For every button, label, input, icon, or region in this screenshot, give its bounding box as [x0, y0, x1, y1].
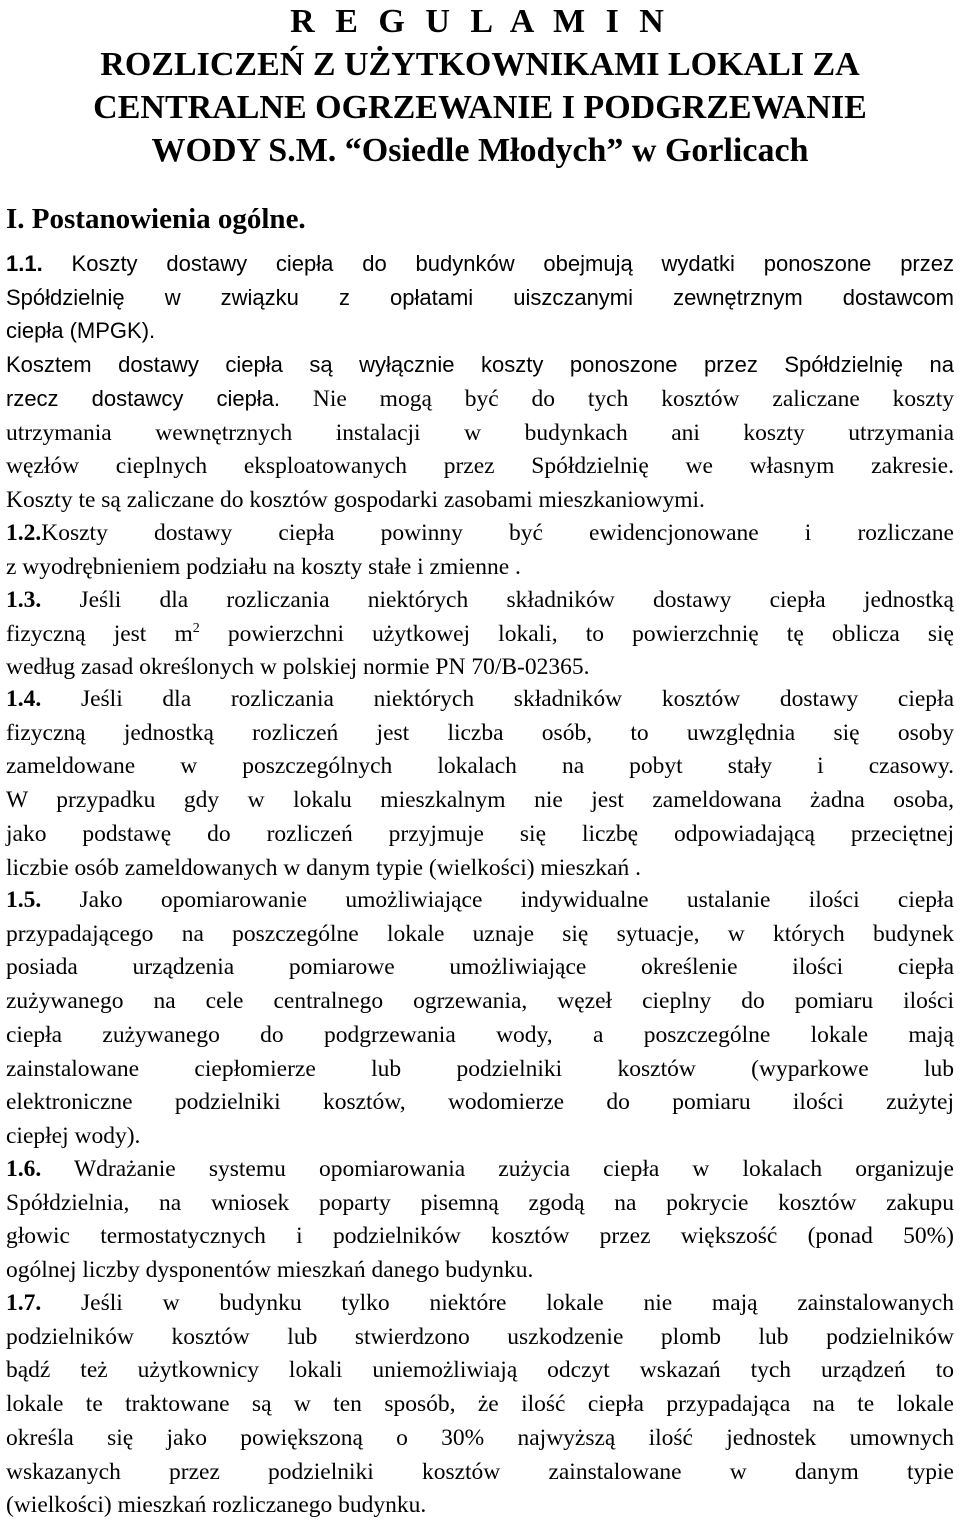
- paragraph-line: fizyczną jednostką rozliczeń jest liczba osób, to uwzględnia się osoby: [6, 719, 954, 746]
- paragraph-line: według zasad określonych w polskiej normie PN 70/B-02365.: [6, 654, 590, 681]
- title-line-2: ROZLICZEŃ Z UŻYTKOWNIKAMI LOKALI ZA: [100, 46, 860, 83]
- paragraph-line: 1.2.Koszty dostawy ciepła powinny być ewidencjonowane i rozliczane: [6, 520, 954, 546]
- paragraph-1-7: [6, 1287, 954, 1523]
- paragraph-line: zużywanego na cele centralnego ogrzewania, węzeł cieplny do pomiaru ilości: [6, 988, 954, 1015]
- paragraph-line: Koszty te są zaliczane do kosztów gospodarki zasobami mieszkaniowymi.: [6, 486, 705, 513]
- paragraph-line: głowic termostatycznych i podzielników kosztów przez większość (ponad 50%): [6, 1223, 954, 1250]
- paragraph-line: Spółdzielnia, na wniosek poparty pisemną zgodą na pokrycie kosztów zakupu: [6, 1189, 954, 1216]
- title-line-3: CENTRALNE OGRZEWANIE I PODGRZEWANIE: [93, 89, 867, 126]
- paragraph-1-2: [6, 517, 954, 584]
- paragraph-line: z wyodrębnieniem podziału na koszty stałe i zmienne .: [6, 553, 521, 580]
- paragraph-number: 1.4.: [6, 686, 42, 712]
- paragraph-number: 1.2.: [6, 520, 42, 546]
- title-line-1: R E G U L A M I N: [290, 3, 670, 40]
- paragraph-line: wskazanych przez podzielniki kosztów zainstalowane w danym typie: [6, 1458, 954, 1485]
- paragraph-line: zameldowane w poszczególnych lokalach na pobyt stały i czasowy.: [6, 753, 954, 780]
- paragraph-line: fizyczną jest $m^2$ powierzchni użytkowej lokali, to powierzchnię tę oblicza się: [6, 620, 954, 647]
- paragraph-line: utrzymania wewnętrznych instalacji w budynkach ani koszty utrzymania: [6, 419, 954, 446]
- paragraph-line: Kosztem dostawy ciepła są wyłącznie koszty ponoszone przez Spółdzielnię na: [6, 352, 954, 378]
- paragraph-line: zainstalowane ciepłomierze lub podzielniki kosztów (wyparkowe lub: [6, 1055, 954, 1082]
- paragraph-number: 1.3.: [6, 587, 42, 613]
- paragraph-1-6: [6, 1153, 954, 1288]
- paragraph-1-5: [6, 884, 954, 1154]
- paragraph-line: posiada urządzenia pomiarowe umożliwiające określenie ilości ciepła: [6, 954, 954, 981]
- paragraph-number: 1.6.: [6, 1156, 42, 1182]
- paragraph-line: elektroniczne podzielniki kosztów, wodomierze do pomiaru ilości zużytej: [6, 1089, 954, 1116]
- paragraph-line: węzłów cieplnych eksploatowanych przez Spółdzielnię we własnym zakresie.: [6, 453, 954, 480]
- paragraph-line: podzielników kosztów lub stwierdzono uszkodzenie plomb lub podzielników: [6, 1323, 954, 1350]
- paragraph-line: 1.7. Jeśli w budynku tylko niektóre lokale nie mają zainstalowanych: [6, 1290, 954, 1316]
- paragraph-line: (wielkości) mieszkań rozliczanego budynku.: [6, 1492, 427, 1519]
- superscript: 2: [192, 620, 200, 636]
- section-heading: I. Postanowienia ogólne.: [6, 203, 306, 235]
- paragraph-line: rzecz dostawcy ciepła. Nie mogą być do tych kosztów zaliczane koszty: [6, 385, 954, 412]
- paragraph-1-4: [6, 683, 954, 885]
- paragraph-line: 1.4. Jeśli dla rozliczania niektórych składników kosztów dostawy ciepła: [6, 686, 954, 712]
- title-line-4: WODY S.M. “Osiedle Młodych” w Gorlicach: [151, 132, 809, 169]
- document-title: [0, 0, 960, 172]
- paragraph-line: 1.5. Jako opomiarowanie umożliwiające indywidualne ustalanie ilości ciepła: [6, 887, 954, 913]
- paragraph-line: ciepła zużywanego do podgrzewania wody, a poszczególne lokale mają: [6, 1021, 954, 1048]
- paragraph-number: 1.7.: [6, 1290, 42, 1316]
- paragraph-line: liczbie osób zameldowanych w danym typie (wielkości) mieszkań .: [6, 854, 641, 881]
- paragraph-line: lokale te traktowane są w ten sposób, że ilość ciepła przypadająca na te lokale: [6, 1391, 954, 1418]
- paragraph-line: W przypadku gdy w lokalu mieszkalnym nie jest zameldowana żadna osoba,: [6, 787, 954, 814]
- paragraph-line: ciepłej wody).: [6, 1122, 141, 1149]
- paragraph-line: ogólnej liczby dysponentów mieszkań danego budynku.: [6, 1257, 534, 1284]
- paragraph-line: 1.1. Koszty dostawy ciepła do budynków obejmują wydatki ponoszone przez: [6, 251, 954, 276]
- paragraph-line: bądź też użytkownicy lokali uniemożliwiają odczyt wskazań tych urządzeń to: [6, 1357, 954, 1384]
- paragraph-line: 1.3. Jeśli dla rozliczania niektórych składników dostawy ciepła jednostką: [6, 587, 954, 613]
- paragraph-line: 1.6. Wdrażanie systemu opomiarowania zużycia ciepła w lokalach organizuje: [6, 1156, 954, 1182]
- paragraph-number: 1.5.: [6, 887, 42, 913]
- paragraph-line: Spółdzielnię w związku z opłatami uiszczanymi zewnętrznym dostawcom: [6, 284, 954, 310]
- paragraph-1-3: [6, 584, 954, 685]
- paragraph-line: przypadającego na poszczególne lokale uznaje się sytuacje, w których budynek: [6, 920, 954, 947]
- paragraph-1-1: [6, 247, 954, 518]
- paragraph-number: 1.1.: [6, 251, 43, 276]
- paragraph-line: określa się jako powiększoną o 30% najwyższą ilość jednostek umownych: [6, 1424, 954, 1451]
- paragraph-line: ciepła (MPGK).: [6, 318, 156, 344]
- paragraph-line: jako podstawę do rozliczeń przyjmuje się liczbę odpowiadającą przeciętnej: [6, 820, 954, 847]
